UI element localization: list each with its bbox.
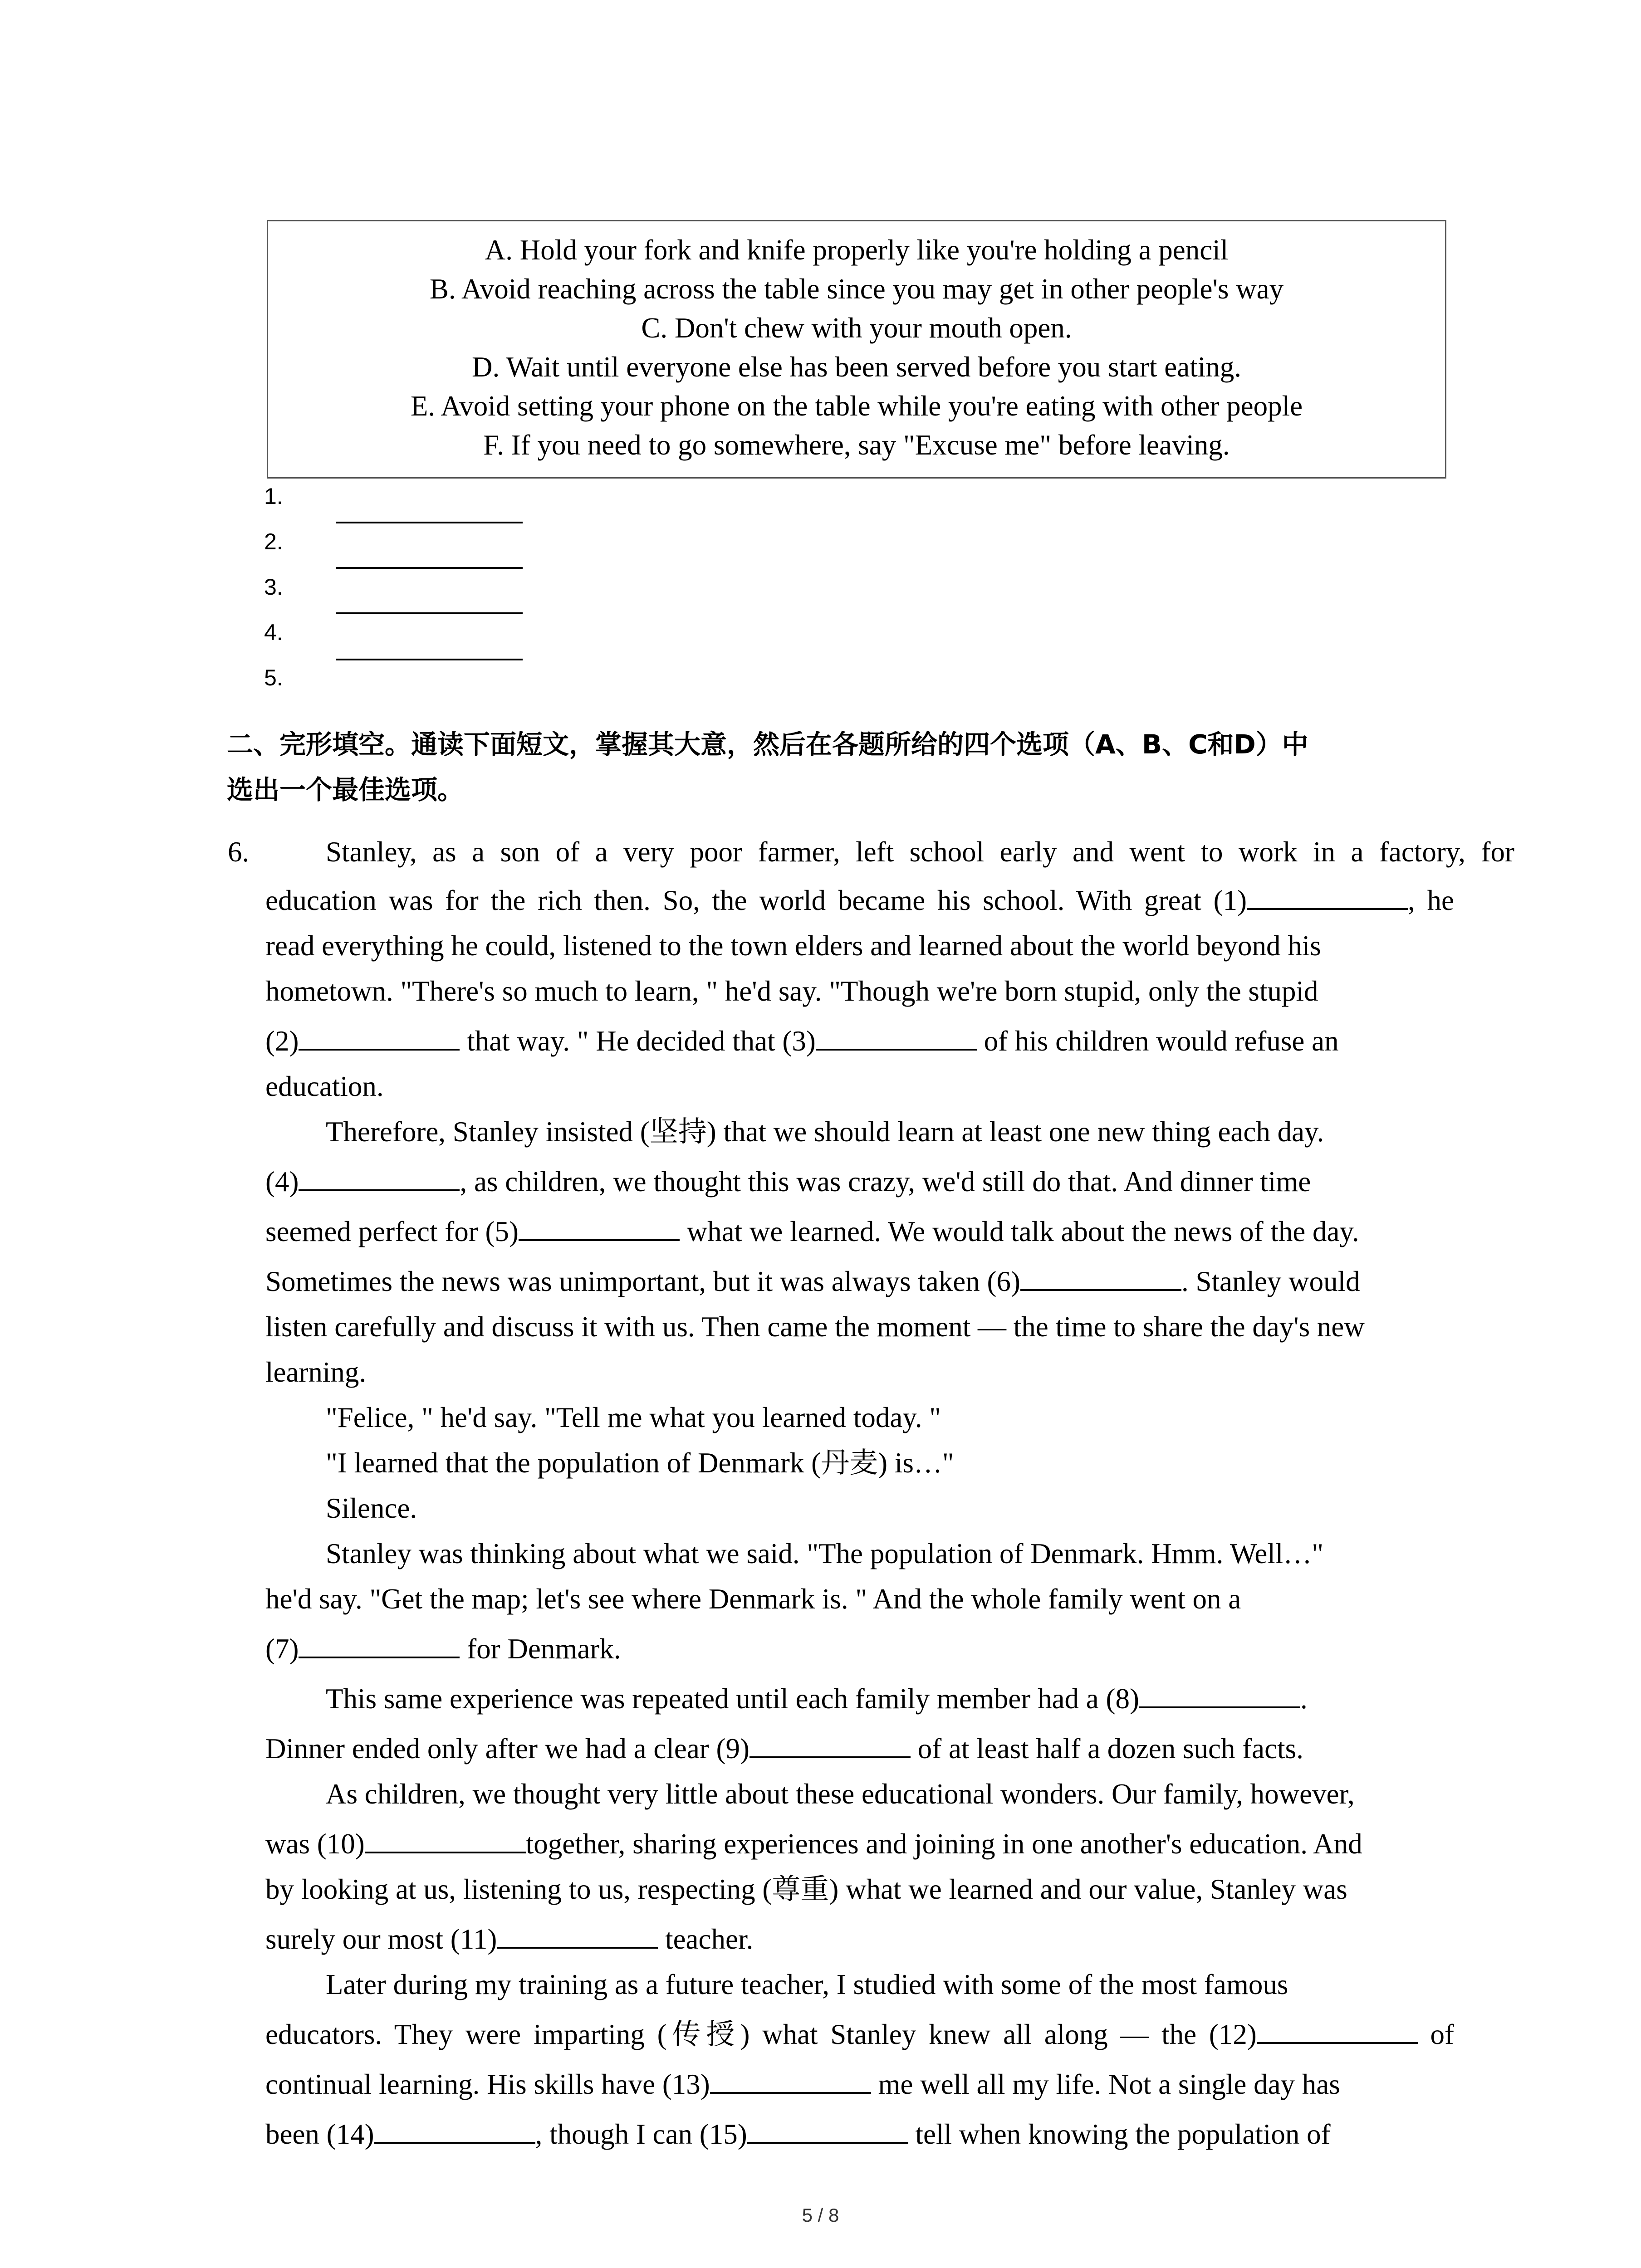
option-a: A. Hold your fork and knife properly like you're holding a pencil (485, 234, 1229, 266)
passage-line: learning. (265, 1356, 367, 1388)
blank-5[interactable] (519, 1213, 680, 1241)
passage-line: been (14) , though I can (15) tell when knowing the population of (265, 2112, 1436, 2157)
blank-12[interactable] (1257, 2016, 1418, 2044)
option-c: C. Don't chew with your mouth open. (641, 312, 1072, 344)
passage-line: (2) that way. " He decided that (3) of his children would refuse an (265, 1018, 1454, 1064)
blank-8[interactable] (1139, 1680, 1300, 1708)
options-box (267, 220, 1446, 479)
passage-line: Stanley was thinking about what we said. "The population of Denmark. Hmm. Well…" (326, 1538, 1324, 1569)
passage-line: (4) , as children, we thought this was crazy, we'd still do that. And dinner time (265, 1159, 1454, 1204)
blank-6[interactable] (1020, 1263, 1181, 1291)
passage-line: education. (265, 1070, 384, 1102)
passage-line: Later during my training as a future teacher, I studied with some of the most famous (326, 1969, 1288, 2000)
answer-number-3: 3. (264, 574, 283, 600)
blank-1[interactable] (1247, 882, 1408, 910)
passage-line: by looking at us, listening to us, respecting (尊重) what we learned and our value, Stanley was (265, 1873, 1347, 1905)
section-heading-line-2: 选出一个最佳选项。 (227, 774, 464, 805)
passage-line: Dinner ended only after we had a clear (9) of at least half a dozen such facts. (265, 1726, 1454, 1771)
blank-4[interactable] (299, 1163, 460, 1191)
passage-line: listen carefully and discuss it with us. Then came the moment — the time to share the day's new (265, 1311, 1365, 1343)
passage-line: educators. They were imparting (传授) what Stanley knew all along — the (12) of (265, 2012, 1454, 2057)
passage-line: Therefore, Stanley insisted (坚持) that we should learn at least one new thing each day. (326, 1116, 1324, 1148)
blank-14[interactable] (374, 2116, 535, 2144)
blank-3[interactable] (816, 1022, 977, 1051)
passage-line: continual learning. His skills have (13) me well all my life. Not a single day has (265, 2062, 1454, 2107)
passage-line: Silence. (326, 1492, 417, 1524)
answer-number-1: 1. (264, 484, 283, 509)
answer-number-2: 2. (264, 529, 283, 554)
passage-line: hometown. "There's so much to learn, " he'd say. "Though we're born stupid, only the stupid (265, 975, 1318, 1007)
passage-line: education was for the rich then. So, the world became his school. With great (1) , he (265, 878, 1454, 923)
passage-line: As children, we thought very little about these educational wonders. Our family, however, (326, 1778, 1355, 1810)
blank-11[interactable] (497, 1921, 658, 1949)
passage-line: "Felice, " he'd say. "Tell me what you learned today. " (326, 1402, 941, 1433)
answer-number-4: 4. (264, 620, 283, 645)
passage-line: Sometimes the news was unimportant, but it was always taken (6) . Stanley would (265, 1259, 1454, 1304)
blank-15[interactable] (747, 2116, 908, 2144)
page-number: 5 / 8 (802, 2204, 839, 2226)
passage-line: read everything he could, listened to the town elders and learned about the world beyond his (265, 930, 1321, 962)
passage-line: surely our most (11) teacher. (265, 1916, 1454, 1962)
answer-blank-3[interactable] (336, 612, 523, 614)
passage-line: he'd say. "Get the map; let's see where Denmark is. " And the whole family went on a (265, 1583, 1241, 1615)
answer-number-5: 5. (264, 665, 283, 690)
blank-7[interactable] (299, 1630, 460, 1658)
answer-blank-1[interactable] (336, 522, 523, 523)
passage-line: was (10) together, sharing experiences and joining in one another's education. And (265, 1821, 1454, 1867)
blank-2[interactable] (299, 1022, 460, 1051)
option-f: F. If you need to go somewhere, say "Excuse me" before leaving. (483, 429, 1230, 461)
blank-13[interactable] (710, 2066, 871, 2094)
blank-9[interactable] (749, 1730, 911, 1758)
section-heading-line-1: 二、完形填空。通读下面短文，掌握其大意，然后在各题所给的四个选项（A、B、C和D）中 (227, 729, 1308, 760)
option-d: D. Wait until everyone else has been served before you start eating. (472, 351, 1241, 383)
answer-blank-4[interactable] (336, 659, 523, 660)
passage-line: This same experience was repeated until each family member had a (8) . (326, 1676, 1514, 1721)
passage-line: Stanley, as a son of a very poor farmer, left school early and went to work in a factory, for (326, 836, 1514, 868)
passage-line: "I learned that the population of Denmark (丹麦) is…" (326, 1447, 954, 1479)
passage-line: seemed perfect for (5) what we learned. We would talk about the news of the day. (265, 1209, 1454, 1254)
option-b: B. Avoid reaching across the table since you may get in other people's way (429, 273, 1284, 305)
answer-blank-2[interactable] (336, 567, 523, 569)
passage-line: (7) for Denmark. (265, 1626, 1454, 1672)
option-e: E. Avoid setting your phone on the table while you're eating with other people (410, 390, 1303, 422)
blank-10[interactable] (365, 1825, 526, 1853)
question-number: 6. (228, 836, 250, 868)
